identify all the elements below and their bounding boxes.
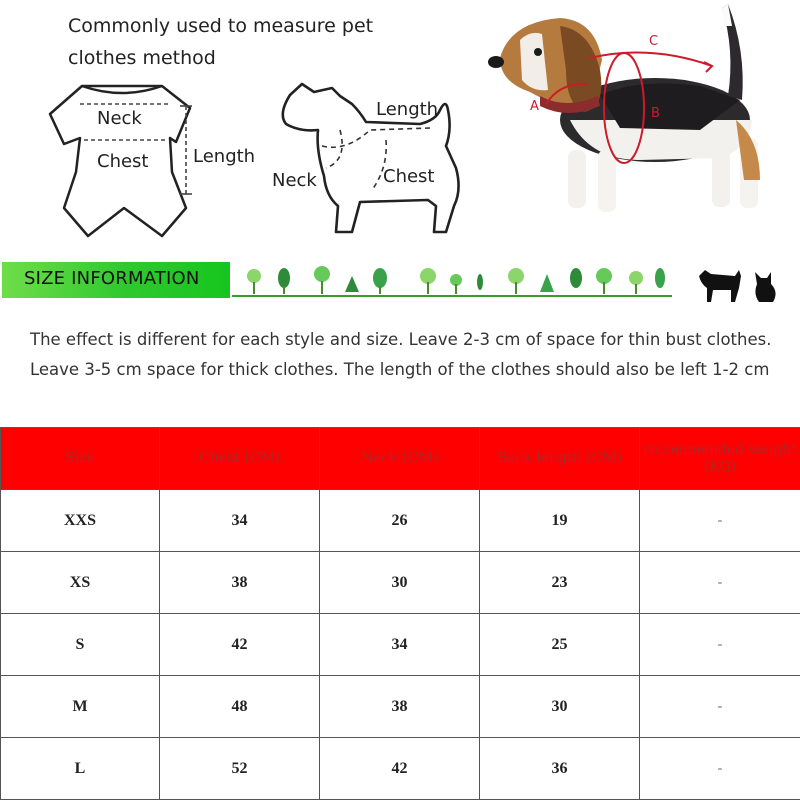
dog-cat-silhouette-icon [695,262,780,304]
cell-size: XXS [1,490,160,552]
cell-size: L [1,738,160,800]
cell-back-length: 19 [480,490,640,552]
dog-chest-label: Chest [383,166,435,187]
cell-weight: - [640,738,800,800]
dog-neck-label: Neck [272,170,317,191]
size-table [0,427,800,800]
table-row [1,552,800,614]
clothes-length-label: Length [193,146,256,167]
table-row [1,738,800,800]
marker-b: B [651,106,660,121]
header-size: Size [1,428,160,490]
cell-neck: 26 [320,490,480,552]
size-info-label: SIZE INFORMATION [24,268,200,289]
cell-chest: 52 [160,738,320,800]
cell-weight: - [640,552,800,614]
cell-neck: 34 [320,614,480,676]
table-row [1,614,800,676]
cell-back-length: 23 [480,552,640,614]
measurement-diagrams [0,0,800,260]
marker-a: A [530,99,539,114]
cell-chest: 42 [160,614,320,676]
beagle-photo [488,4,760,212]
table-header-row [1,428,800,490]
marker-c: C [649,34,659,49]
header-chest: Chest (CM) [160,428,320,490]
cell-weight: - [640,490,800,552]
note-line-2: Leave 3-5 cm space for thick clothes. The length of the clothes should also be left 1-2 cm [30,360,770,379]
clothes-neck-label: Neck [97,108,142,129]
cell-chest: 38 [160,552,320,614]
cell-back-length: 36 [480,738,640,800]
dog-length-label: Length [376,99,439,120]
table-row [1,676,800,738]
cell-size: S [1,614,160,676]
cell-size: M [1,676,160,738]
cell-chest: 34 [160,490,320,552]
cell-size: XS [1,552,160,614]
cell-neck: 30 [320,552,480,614]
cell-neck: 38 [320,676,480,738]
clothes-chest-label: Chest [97,151,149,172]
header-weight: recommended weight (KG) [640,428,800,490]
header-neck: Neck (CM) [320,428,480,490]
page-title: Commonly used to measure pet clothes method [68,15,374,69]
cell-weight: - [640,676,800,738]
cell-neck: 42 [320,738,480,800]
trees-decoration-icon [240,262,680,298]
cell-back-length: 25 [480,614,640,676]
cell-chest: 48 [160,676,320,738]
note-line-1: The effect is different for each style and size. Leave 2-3 cm of space for thin bust clothes. [30,330,772,349]
cell-back-length: 30 [480,676,640,738]
header-back-length: Back length (CM) [480,428,640,490]
table-row [1,490,800,552]
cell-weight: - [640,614,800,676]
